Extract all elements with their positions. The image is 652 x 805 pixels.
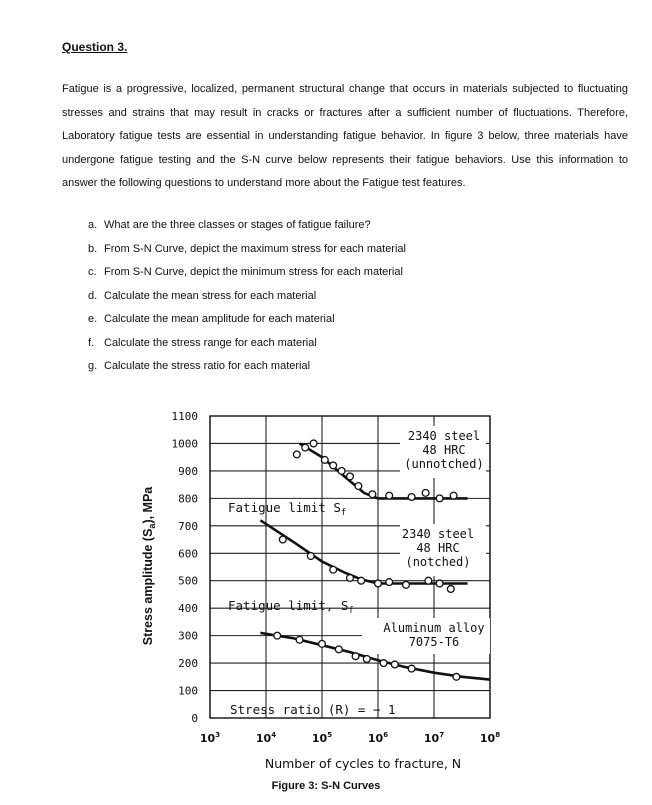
list-item xyxy=(88,261,406,285)
list-item xyxy=(88,238,406,262)
item-text: Calculate the mean stress for each material xyxy=(104,289,317,302)
item-label: f. xyxy=(88,336,95,349)
data-point xyxy=(321,457,328,464)
x-tick-label: $10^4$ xyxy=(255,731,277,745)
data-point xyxy=(363,656,370,663)
y-axis-label: Stress amplitude $(S_a)$, MPa xyxy=(141,486,157,646)
y-tick-label: 0 xyxy=(191,712,198,725)
x-tick-label: $10^7$ xyxy=(423,731,445,745)
item-text: Calculate the stress ratio for each material xyxy=(104,360,311,372)
list-item xyxy=(88,214,406,238)
fatigue-limit-label-2: Fatigue limit, $S_f$ xyxy=(228,598,354,616)
data-point xyxy=(352,653,359,660)
data-point xyxy=(330,462,337,469)
x-tick-labels xyxy=(200,731,500,745)
data-point xyxy=(408,665,415,672)
series-label-line: (unnotched) xyxy=(404,457,484,471)
data-point xyxy=(307,553,314,560)
stress-ratio-label: Stress ratio (R) = − 1 xyxy=(230,702,396,717)
y-tick-label: 900 xyxy=(178,464,198,478)
data-point xyxy=(347,575,354,582)
series-label-line: (notched) xyxy=(405,555,471,569)
x-tick-label: $10^5$ xyxy=(311,731,333,745)
series-labels xyxy=(362,426,490,654)
data-point xyxy=(279,536,286,543)
data-point xyxy=(386,492,393,499)
item-text: From S-N Curve, depict the minimum stress for each material xyxy=(104,266,403,278)
data-point xyxy=(447,586,454,593)
data-point xyxy=(375,580,382,587)
x-tick-label: $10^8$ xyxy=(479,731,501,745)
data-point xyxy=(391,661,398,668)
data-point xyxy=(338,468,345,475)
item-text: What are the three classes or stages of fatigue failure? xyxy=(104,219,371,231)
item-label: a. xyxy=(88,219,98,231)
item-label: e. xyxy=(88,313,98,325)
y-tick-label: 600 xyxy=(178,547,198,561)
y-tick-label: 500 xyxy=(178,574,198,588)
item-text: From S-N Curve, depict the maximum stress for each material xyxy=(104,242,406,255)
data-point xyxy=(319,640,326,647)
series-label-line: 48 HRC xyxy=(416,541,460,555)
series-label-line: 48 HRC xyxy=(422,443,466,457)
list-item xyxy=(88,332,406,356)
series-label-line: 2340 steel xyxy=(401,527,475,541)
item-label: b. xyxy=(88,242,98,255)
item-label: g. xyxy=(88,360,98,372)
series-label-line: Aluminum alloy xyxy=(383,621,485,635)
list-item xyxy=(88,355,406,379)
data-point xyxy=(422,489,429,496)
x-tick-label: $10^3$ xyxy=(199,731,221,745)
x-axis-label: Number of cycles to fracture, N xyxy=(264,756,462,771)
data-point xyxy=(347,473,354,480)
figure-caption: Figure 3: S-N Curves xyxy=(271,780,381,792)
question-heading: Question 3. xyxy=(62,40,128,54)
data-point xyxy=(274,632,281,639)
y-tick-label: 400 xyxy=(178,602,198,616)
y-tick-labels xyxy=(172,410,199,725)
data-point xyxy=(408,494,415,501)
data-point xyxy=(335,646,342,653)
series-label-line: 7075-T6 xyxy=(408,635,460,649)
sn-curve-chart xyxy=(138,396,518,776)
item-text: Calculate the mean amplitude for each material xyxy=(104,313,335,325)
question-paragraph: Fatigue is a progressive, localized, permanent structural change that occurs in materials subjected to fluctuating stresses and strains that may result in cracks or fractures after a sufficient number of fluctuations. Therefore, Laboratory fatigue tests are essential in understanding fatigue behavior. In figure 3 below, three materials have undergone fatigue testing and the S-N curve below represents their fatigue behaviors. Use this information to answer the following questions to understand more about the Fatigue test features. xyxy=(62,83,628,190)
data-point xyxy=(450,492,457,499)
data-point xyxy=(330,566,337,573)
y-tick-label: 300 xyxy=(178,629,198,643)
y-tick-label: 700 xyxy=(178,519,198,533)
data-point xyxy=(386,579,393,586)
data-point xyxy=(355,483,362,490)
y-tick-label: 100 xyxy=(178,684,198,698)
data-point xyxy=(310,440,317,447)
series-label-line: 2340 steel xyxy=(407,429,481,443)
data-point xyxy=(436,580,443,587)
data-point xyxy=(296,636,303,643)
y-tick-label: 800 xyxy=(178,492,198,506)
y-tick-label: 1000 xyxy=(171,437,198,451)
item-text: Calculate the stress range for each material xyxy=(104,336,317,349)
data-point xyxy=(358,577,365,584)
list-item xyxy=(88,285,406,309)
list-item xyxy=(88,308,406,332)
data-point xyxy=(293,451,300,458)
fatigue-limit-label-1: Fatigue limit $S_f$ xyxy=(228,500,347,518)
x-tick-label: $10^6$ xyxy=(367,731,389,745)
data-point xyxy=(453,673,460,680)
question-list xyxy=(88,214,406,379)
data-point xyxy=(369,491,376,498)
y-tick-label: 1100 xyxy=(171,410,198,423)
data-point xyxy=(380,660,387,667)
data-point xyxy=(436,495,443,502)
data-point xyxy=(302,444,309,451)
y-tick-label: 200 xyxy=(178,657,198,671)
data-point xyxy=(425,577,432,584)
item-label: d. xyxy=(88,289,98,302)
data-point xyxy=(403,581,410,588)
item-label: c. xyxy=(88,266,97,278)
